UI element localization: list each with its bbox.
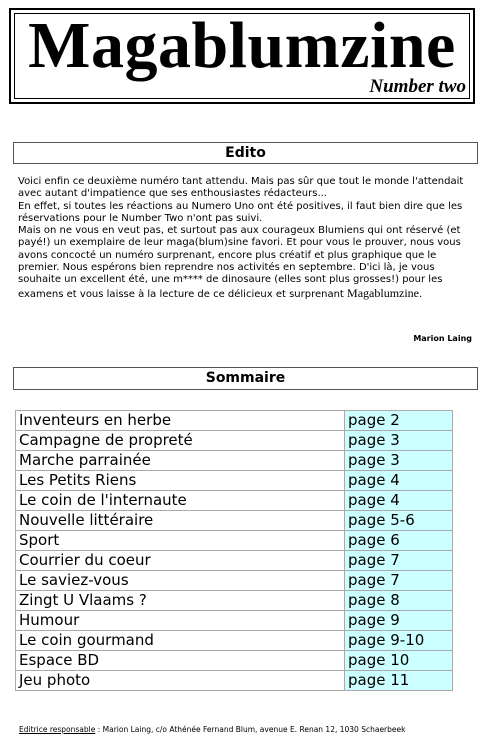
- toc-title: Courrier du coeur: [16, 551, 345, 571]
- toc-page: page 10: [345, 651, 453, 671]
- toc-row: [16, 531, 453, 551]
- edito-paragraph-2: En effet, si toutes les réactions au Numero Uno ont été positives, il faut bien dire que les réservations pour le Number Two n'ont pas suivi.: [18, 200, 463, 224]
- toc-page: page 3: [345, 451, 453, 471]
- toc-row: [16, 491, 453, 511]
- toc-title: Marche parrainée: [16, 451, 345, 471]
- toc-page: page 5-6: [345, 511, 453, 531]
- table-of-contents: [15, 410, 453, 691]
- toc-row: [16, 511, 453, 531]
- toc-row: [16, 651, 453, 671]
- footer-label: Editrice responsable: [19, 725, 96, 734]
- edito-paragraph-3-text: Mais on ne vous en veut pas, et surtout pas aux courageux Blumiens qui ont réservé (et payé!) un exemplaire de leur maga(blum)sine favori. Et pour vous le prouver, nous vous avons concocté un numéro surprenant, encore plus créatif et plus graphique que le premier. Nous espérons bien reprendre nos activités en septembre. D'ici là, je vous souhaite un excellent été, une m**** de dinosaure (elles sont plus grosses!) pour les examens et vous laisse à la lecture de ce délicieux et surprenant: [18, 225, 461, 300]
- toc-page: page 7: [345, 551, 453, 571]
- toc-title: Les Petits Riens: [16, 471, 345, 491]
- toc-row: [16, 631, 453, 651]
- edito-text: [18, 176, 478, 301]
- sommaire-heading: Sommaire: [13, 367, 478, 390]
- toc-title: Nouvelle littéraire: [16, 511, 345, 531]
- toc-row: [16, 551, 453, 571]
- toc-title: Zingt U Vlaams ?: [16, 591, 345, 611]
- toc-page: page 11: [345, 671, 453, 691]
- edito-paragraph-3: [18, 225, 478, 301]
- toc-title: Humour: [16, 611, 345, 631]
- toc-title: Inventeurs en herbe: [16, 411, 345, 431]
- toc-title: Campagne de propreté: [16, 431, 345, 451]
- toc-row: [16, 471, 453, 491]
- edito-signature: Marion Laing: [413, 334, 472, 343]
- masthead: [9, 8, 475, 104]
- toc-title: Le coin de l'internaute: [16, 491, 345, 511]
- toc-page: page 4: [345, 491, 453, 511]
- toc-page: page 8: [345, 591, 453, 611]
- toc-page: page 4: [345, 471, 453, 491]
- toc-title: Sport: [16, 531, 345, 551]
- toc-page: page 9-10: [345, 631, 453, 651]
- toc-page: page 3: [345, 431, 453, 451]
- toc-page: page 9: [345, 611, 453, 631]
- toc-title: Le coin gourmand: [16, 631, 345, 651]
- toc-row: [16, 431, 453, 451]
- magazine-title: Magablumzine: [28, 9, 456, 82]
- edito-magazine-name: Magablumzine: [347, 285, 420, 300]
- toc-page: page 7: [345, 571, 453, 591]
- footer-text: : Marion Laing, c/o Athénée Fernand Blum, avenue E. Renan 12, 1030 Schaerbeek: [95, 725, 406, 734]
- toc-page: page 2: [345, 411, 453, 431]
- toc-title: Le saviez-vous: [16, 571, 345, 591]
- edito-paragraph-1: Voici enfin ce deuxième numéro tant attendu. Mais pas sûr que tout le monde l'attendait avec autant d'impatience que ses enthousiastes rédacteurs...: [18, 176, 464, 200]
- toc-row: [16, 591, 453, 611]
- toc-row: [16, 571, 453, 591]
- toc-row: [16, 611, 453, 631]
- masthead-inner-frame: [14, 9, 470, 99]
- toc-body: [16, 411, 453, 691]
- toc-title: Espace BD: [16, 651, 345, 671]
- toc-title: Jeu photo: [16, 671, 345, 691]
- toc-row: [16, 671, 453, 691]
- edito-closing-punct: .: [419, 288, 423, 300]
- footer-publisher: [19, 725, 405, 734]
- toc-page: page 6: [345, 531, 453, 551]
- edito-heading: Edito: [13, 142, 478, 164]
- toc-row: [16, 451, 453, 471]
- issue-number: Number two: [369, 76, 466, 97]
- toc-row: [16, 411, 453, 431]
